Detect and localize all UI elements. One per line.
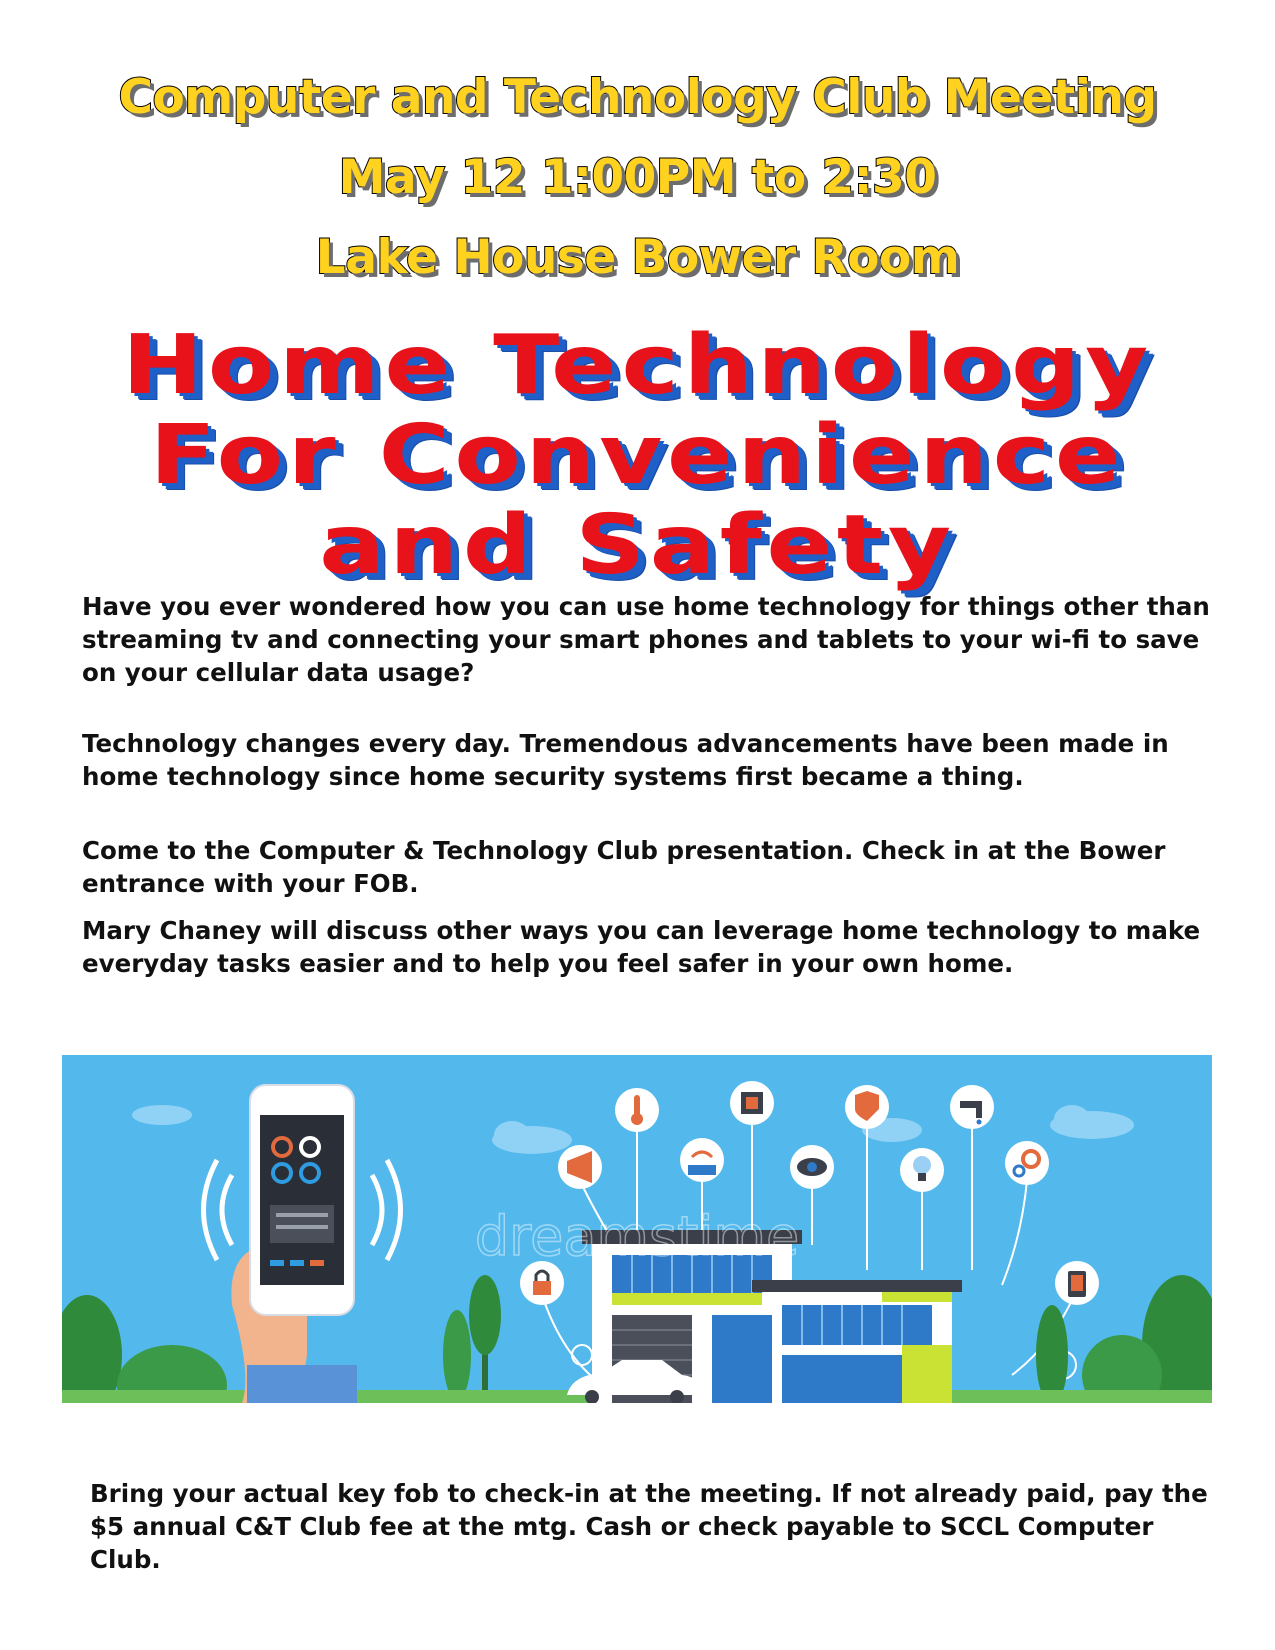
watermark-text: dreamstime bbox=[474, 1205, 800, 1268]
tablet-icon bbox=[1055, 1261, 1099, 1305]
smart-home-illustration bbox=[62, 1055, 1212, 1403]
faucet-icon bbox=[950, 1085, 994, 1129]
title-line-1: Home Technology bbox=[122, 318, 1153, 413]
title-line-3: and Safety bbox=[319, 498, 956, 593]
fee-note: Bring your actual key fob to check-in at the meeting. If not already paid, pay the $5 annual C&T Club fee at the mtg. Cash or check payable to SCCL Computer Club. bbox=[90, 1479, 1208, 1574]
checkin-paragraph: Come to the Computer & Technology Club presentation. Check in at the Bower entrance with your FOB. bbox=[82, 836, 1166, 898]
lightbulb-icon bbox=[900, 1148, 944, 1192]
meeting-location: Lake House Bower Room bbox=[315, 230, 960, 285]
chip-icon bbox=[730, 1081, 774, 1125]
eye-icon bbox=[790, 1145, 834, 1189]
technology-paragraph: Technology changes every day. Tremendous advancements have been made in home technology since home security systems first became a thing. bbox=[82, 729, 1169, 791]
gears-icon bbox=[1005, 1141, 1049, 1185]
club-meeting-heading: Computer and Technology Club Meeting bbox=[118, 70, 1157, 125]
speaker-paragraph: Mary Chaney will discuss other ways you can leverage home technology to make everyday tasks easier and to help you feel safer in your own home. bbox=[82, 916, 1201, 978]
thermometer-icon bbox=[615, 1088, 659, 1132]
router-icon bbox=[680, 1138, 724, 1182]
meeting-date-time: May 12 1:00PM to 2:30 bbox=[338, 150, 937, 205]
shield-icon bbox=[845, 1085, 889, 1129]
intro-paragraph: Have you ever wondered how you can use home technology for things other than streaming tv and connecting your smart phones and tablets to your wi-fi to save on your cellular data usage? bbox=[82, 592, 1210, 687]
title-line-2: For Convenience bbox=[149, 408, 1126, 503]
megaphone-icon bbox=[558, 1145, 602, 1189]
